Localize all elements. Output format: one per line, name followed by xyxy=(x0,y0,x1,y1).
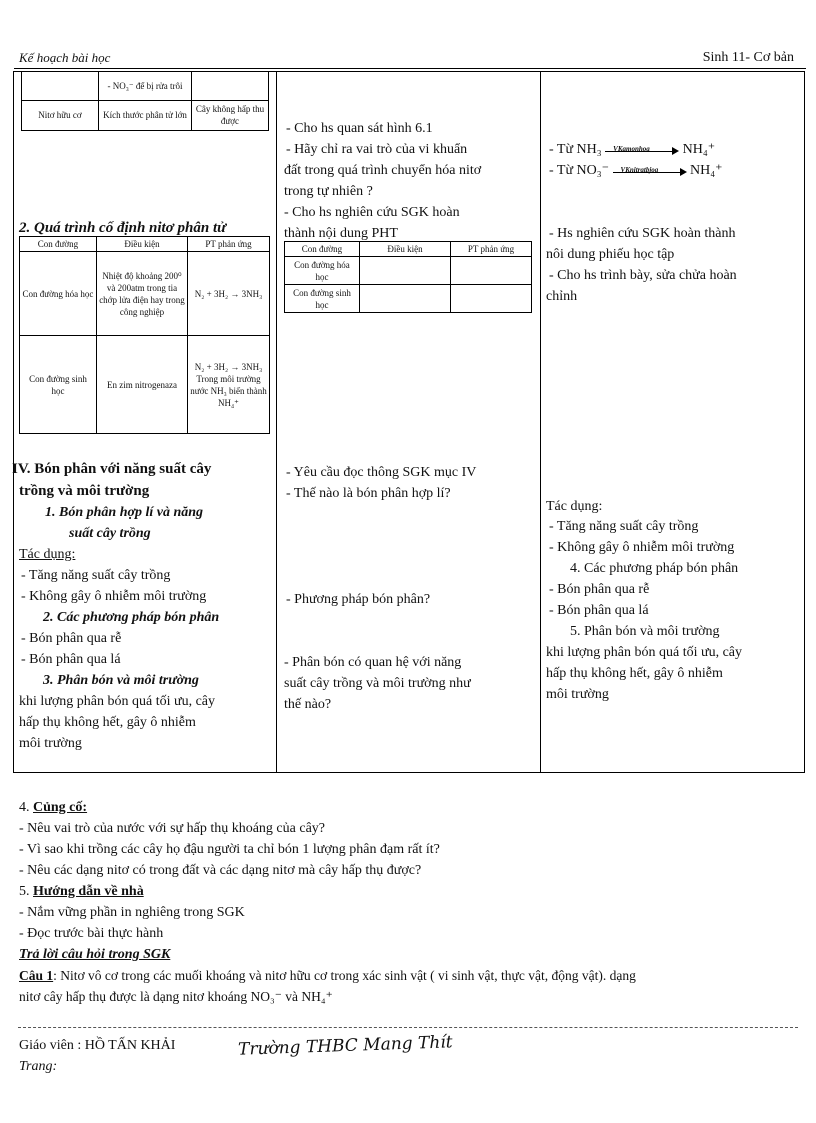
student-activity-line1: - Hs nghiên cứu SGK hoàn thành xyxy=(549,226,736,241)
nitrogen-forms-table xyxy=(21,72,269,131)
student-activity-line2: nôi dung phiếu học tập xyxy=(546,247,675,262)
student-activity-line3: - Cho hs trình bày, sửa chửa hoàn xyxy=(549,268,737,283)
teacher-activity-line2: - Hãy chỉ ra vai trò của vi khuẩn xyxy=(286,142,468,157)
consolidation-title: Củng cố: xyxy=(33,800,88,815)
reaction-arrow-icon xyxy=(613,164,687,178)
col3-env-title: 5. Phân bón và môi trường xyxy=(570,624,720,639)
fix-header-route: Con đường xyxy=(20,237,97,252)
teacher-name: Giáo viên : HỒ TẤN KHẢI xyxy=(19,1038,176,1053)
fix-chemical-route: Con đường hóa học xyxy=(20,252,97,336)
teacher-question-env-line3: thế nào? xyxy=(284,697,332,712)
col3-env-para-line2: hấp thụ không hết, gây ô nhiễm xyxy=(546,666,723,681)
teacher-activity-line6: thành nội dung PHT xyxy=(284,226,398,241)
fix-chemical-equation: N₂ + 3H₂ → 3NH₃ xyxy=(188,252,270,336)
section-4-title-line2: trồng và môi trường xyxy=(19,483,150,499)
fertilizer-env-para-line2: hấp thụ không hết, gây ô nhiễm xyxy=(19,715,196,730)
teacher-question-method: - Phương pháp bón phân? xyxy=(286,592,431,607)
pht-header-equation: PT phản ứng xyxy=(451,242,532,257)
ammonium-product: NH₄⁺ xyxy=(682,142,716,157)
header-lesson-plan: Kế hoạch bài học xyxy=(19,50,111,65)
not-absorbed-cell: Cây không hấp thu được xyxy=(192,100,269,130)
ammonification-reaction xyxy=(549,139,715,160)
homework-heading xyxy=(19,881,144,902)
consolidation-q2: - Vì sao khi trồng các cây họ đậu người ta chỉ bón 1 lượng phân đạm rất ít? xyxy=(19,842,440,857)
school-signature: Trường THBC Mang Thít xyxy=(237,1032,453,1060)
footer-divider xyxy=(18,1027,798,1028)
answer-1-line1 xyxy=(19,965,636,986)
col3-effect-yield: - Tăng năng suất cây trồng xyxy=(549,519,699,534)
nitrogen-fixation-table xyxy=(19,236,270,434)
fix-biological-route: Con đường sinh học xyxy=(20,336,97,434)
method-item-leaf: - Bón phân qua lá xyxy=(21,652,121,667)
nitrate-bacteria-label: VKnitratbjoa xyxy=(620,165,659,174)
nitrate-source: - Từ NO₃⁻ xyxy=(549,163,610,178)
homework-item-2: - Đọc trước bài thực hành xyxy=(19,926,164,941)
pht-header-condition: Điều kiện xyxy=(360,242,451,257)
subsection-3-title: 3. Phân bón và môi trường xyxy=(43,673,199,688)
consolidation-q3: - Nêu các dạng nitơ có trong đất và các dạng nitơ mà cây hấp thụ được? xyxy=(19,863,422,878)
page-label: Trang: xyxy=(19,1059,58,1074)
subsection-1-title-line1: 1. Bón phân hợp lí và năng xyxy=(45,505,204,520)
column-divider-2 xyxy=(540,71,541,773)
teacher-activity-line1: - Cho hs quan sát hình 6.1 xyxy=(286,121,433,136)
answer-1-text: : Nitơ vô cơ trong các muối khoáng và nitơ hữu cơ trong xác sinh vật ( vi sinh vật, thực vật, động vật). dạng xyxy=(53,968,636,983)
fertilizer-env-para-line3: môi trường xyxy=(19,736,82,751)
organic-nitrogen-cell: Nitơ hữu cơ xyxy=(22,100,99,130)
fertilizer-env-para-line1: khi lượng phân bón quá tối ưu, cây xyxy=(19,694,215,709)
method-item-root: - Bón phân qua rễ xyxy=(21,631,122,646)
worksheet-table xyxy=(284,241,532,313)
header-subject: Sinh 11- Cơ bản xyxy=(702,50,794,65)
homework-item-1: - Nắm vững phần in nghiêng trong SGK xyxy=(19,905,245,920)
homework-number: 5. xyxy=(19,884,30,899)
student-activity-line4: chỉnh xyxy=(546,289,578,304)
teacher-question-env-line2: suất cây trồng và môi trường như xyxy=(284,676,471,691)
consolidation-heading xyxy=(19,797,87,818)
teacher-activity-line5: - Cho hs nghiên cứu SGK hoàn xyxy=(284,205,460,220)
header-divider xyxy=(14,68,806,69)
subsection-2-title: 2. Các phương pháp bón phân xyxy=(43,610,220,625)
ammonia-source: - Từ NH₃ xyxy=(549,142,602,157)
nitrate-leaching-cell: - NO₃⁻ để bị rửa trôi xyxy=(99,72,192,100)
pht-header-route: Con đường xyxy=(285,242,360,257)
teacher-question-reasonable: - Thế nào là bón phân hợp lí? xyxy=(286,486,451,501)
fix-biological-condition: En zim nitrogenaza xyxy=(97,336,188,434)
section-4-title-line1: IV. Bón phân với năng suất cây xyxy=(12,461,212,477)
nitrate-reduction-reaction xyxy=(549,160,723,181)
molecule-size-cell: Kích thước phân tử lớn xyxy=(99,100,192,130)
teacher-activity-line4: trong tự nhiên ? xyxy=(284,184,373,199)
ammonium-product-2: NH₄⁺ xyxy=(690,163,723,178)
pht-chemical-equation-blank xyxy=(451,257,532,285)
fix-header-condition: Điều kiện xyxy=(97,237,188,252)
ammonifying-bacteria-label: VKamonhoa xyxy=(613,144,650,153)
pht-chemical-route: Con đường hóa học xyxy=(285,257,360,285)
answer-1-line2: nitơ cây hấp thụ được là dạng nitơ khoáng NO₃⁻ và NH₄⁺ xyxy=(19,989,333,1004)
effects-label: Tác dụng: xyxy=(19,547,76,562)
sgk-answers-title: Trả lời câu hỏi trong SGK xyxy=(19,947,171,962)
fix-chemical-condition: Nhiệt độ khoảng 200⁰ và 200atm trong tia chớp lửa điện hay trong công nghiệp xyxy=(97,252,188,336)
teacher-question-env-line1: - Phân bón có quan hệ với năng xyxy=(284,655,462,670)
reaction-arrow-icon xyxy=(605,143,679,157)
col3-method-root: - Bón phân qua rễ xyxy=(549,582,650,597)
consolidation-number: 4. xyxy=(19,800,30,815)
subsection-1-title-line2: suất cây trồng xyxy=(69,526,151,541)
col3-env-para-line1: khi lượng phân bón quá tối ưu, cây xyxy=(546,645,742,660)
column-divider-1 xyxy=(276,71,277,773)
pht-biological-route: Con đường sinh học xyxy=(285,285,360,313)
col3-env-para-line3: môi trường xyxy=(546,687,609,702)
fix-header-equation: PT phản ứng xyxy=(188,237,270,252)
col3-method-leaf: - Bón phân qua lá xyxy=(549,603,649,618)
pht-biological-condition-blank xyxy=(360,285,451,313)
col3-effects-label: Tác dụng: xyxy=(546,499,603,514)
pht-chemical-condition-blank xyxy=(360,257,451,285)
consolidation-q1: - Nêu vai trò của nước với sự hấp thụ khoáng của cây? xyxy=(19,821,325,836)
homework-title: Hướng dẫn về nhà xyxy=(33,884,144,899)
col3-methods-title: 4. Các phương pháp bón phân xyxy=(570,561,739,576)
col3-effect-no-pollution: - Không gây ô nhiễm môi trường xyxy=(549,540,735,555)
teacher-activity-line3: đất trong quá trình chuyển hóa nitơ xyxy=(284,163,482,178)
effect-item-yield: - Tăng năng suất cây trồng xyxy=(21,568,171,583)
pht-biological-equation-blank xyxy=(451,285,532,313)
effect-item-no-pollution: - Không gây ô nhiễm môi trường xyxy=(21,589,207,604)
section-2-title: 2. Quá trình cố định nitơ phân tử xyxy=(19,220,227,236)
answer-1-label: Câu 1 xyxy=(19,968,54,983)
fix-biological-equation: N₂ + 3H₂ → 3NH₃ Trong môi trường nước NH₃ biến thành NH₄⁺ xyxy=(188,336,270,434)
teacher-question-read: - Yêu cầu đọc thông SGK mục IV xyxy=(286,465,477,480)
